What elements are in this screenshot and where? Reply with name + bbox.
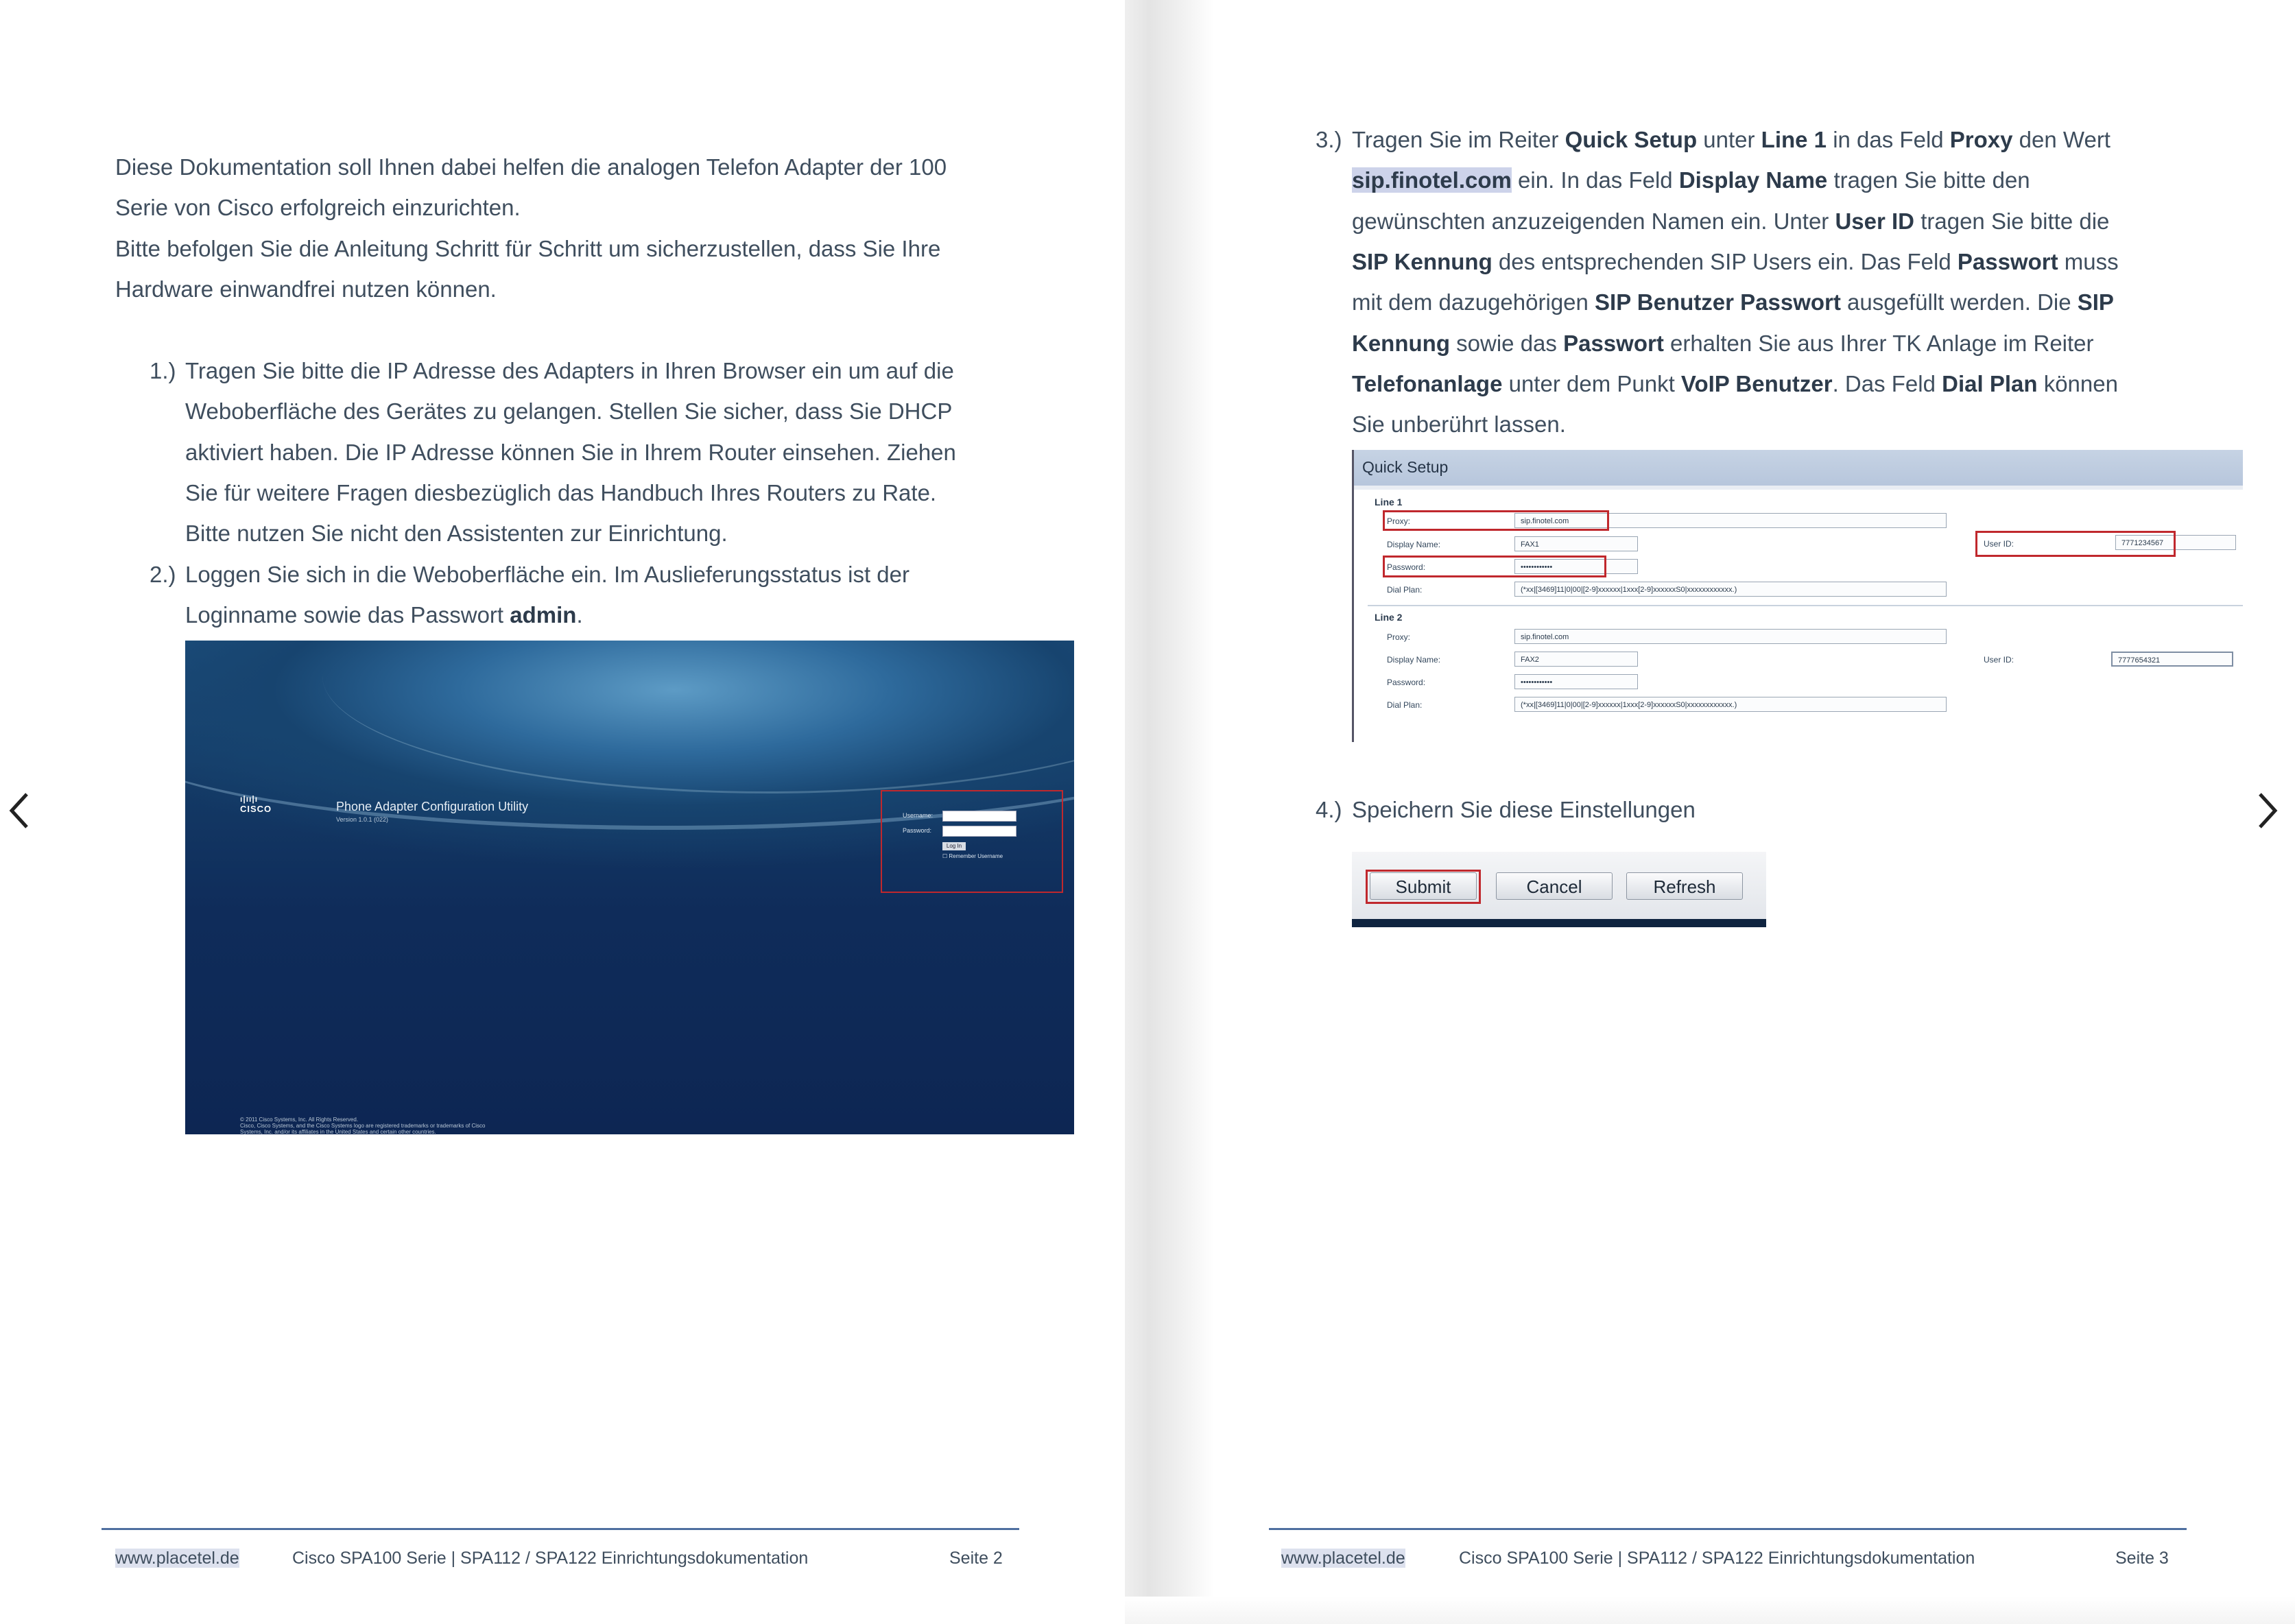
step-3-number: 3.) bbox=[1316, 127, 1342, 152]
line-1-password-label: Password: bbox=[1387, 562, 1426, 572]
line-1-dialplan-input[interactable]: (*xx|[3469]11|0|00|[2-9]xxxxxx|1xxx[2-9]xxxxxxS0|xxxxxxxxxxxx.) bbox=[1514, 582, 1947, 597]
s3l1-c: unter bbox=[1697, 127, 1761, 152]
line-2-proxy-input[interactable]: sip.finotel.com bbox=[1514, 629, 1947, 644]
line-2-dialplan-label: Dial Plan: bbox=[1387, 700, 1423, 710]
footer-page-number: Seite 2 bbox=[949, 1549, 1003, 1568]
step-1-line-1: Tragen Sie bitte die IP Adresse des Adapters in Ihren Browser ein um auf die bbox=[185, 358, 954, 383]
line-1-heading: Line 1 bbox=[1375, 497, 1403, 508]
s3l7-f: können bbox=[2037, 371, 2118, 396]
line-2-heading: Line 2 bbox=[1375, 612, 1403, 623]
quick-setup-subbar bbox=[1354, 486, 2243, 490]
userid-highlight bbox=[1975, 531, 2176, 557]
login-button[interactable]: Log In bbox=[942, 842, 966, 850]
password-highlight bbox=[1383, 556, 1606, 577]
buttons-screenshot bbox=[1352, 838, 1766, 927]
s3l3-a: gewünschten anzuzeigenden Namen ein. Unter bbox=[1352, 208, 1835, 234]
intro-line-3: Bitte befolgen Sie die Anleitung Schritt für Schritt um sicherzustellen, dass Sie Ihre bbox=[115, 236, 941, 261]
line-1-proxy-input[interactable]: sip.finotel.com bbox=[1514, 513, 1947, 528]
s3l3-b: User ID bbox=[1835, 208, 1915, 234]
step-1-line-2: Weboberfläche des Gerätes zu gelangen. Stellen Sie sicher, dass Sie DHCP bbox=[185, 398, 953, 424]
step-3-line-5 bbox=[1352, 282, 2114, 322]
line-2-display-label: Display Name: bbox=[1387, 655, 1441, 665]
s3l4-a: SIP Kennung bbox=[1352, 249, 1493, 274]
cisco-logo-text: CISCO bbox=[240, 804, 272, 814]
line-1-proxy-label: Proxy: bbox=[1387, 516, 1411, 526]
step-3-line-2 bbox=[1352, 160, 2030, 200]
s3l6-c: Passwort bbox=[1563, 331, 1664, 356]
quick-setup-header bbox=[1354, 450, 2243, 486]
s3l6-a: Kennung bbox=[1352, 331, 1450, 356]
s3l7-d: . Das Feld bbox=[1832, 371, 1942, 396]
footer-rule-right bbox=[1269, 1528, 2187, 1530]
line-1-userid-input[interactable]: 7771234567 bbox=[2115, 535, 2236, 550]
s3l1-f: Proxy bbox=[1949, 127, 2013, 152]
chevron-right-icon bbox=[2253, 790, 2281, 831]
intro-line-1: Diese Dokumentation soll Ihnen dabei helfen die analogen Telefon Adapter der 100 bbox=[115, 154, 947, 180]
cancel-button[interactable]: Cancel bbox=[1496, 872, 1613, 900]
step-2-admin: admin bbox=[510, 602, 577, 628]
s3l1-b: Quick Setup bbox=[1565, 127, 1698, 152]
line-2-display-input[interactable]: FAX2 bbox=[1514, 652, 1638, 667]
password-label: Password: bbox=[903, 827, 932, 834]
s3l3-c: tragen Sie bitte die bbox=[1914, 208, 2110, 234]
s3l7-c: VoIP Benutzer bbox=[1680, 371, 1833, 396]
s3l1-a: Tragen Sie im Reiter bbox=[1352, 127, 1565, 152]
s3l2-b: ein. In das Feld bbox=[1511, 167, 1679, 193]
s3l1-d: Line 1 bbox=[1761, 127, 1827, 152]
s3l6-b: sowie das bbox=[1449, 331, 1564, 356]
username-label: Username: bbox=[903, 812, 934, 819]
step-3-line-3 bbox=[1352, 201, 2109, 241]
buttons-top-strip bbox=[1352, 838, 1766, 852]
step-2-period: . bbox=[576, 602, 583, 628]
step-4-text: Speichern Sie diese Einstellungen bbox=[1352, 797, 1696, 822]
chevron-left-icon bbox=[6, 790, 34, 831]
next-page-button[interactable] bbox=[2250, 783, 2284, 838]
footer-link-right-text: www.placetel.de bbox=[1281, 1549, 1405, 1568]
step-1-number: 1.) bbox=[150, 358, 176, 383]
line-1-password-input[interactable]: •••••••••••• bbox=[1514, 559, 1638, 574]
step-2-number: 2.) bbox=[150, 562, 176, 587]
s3l2-c: Display Name bbox=[1678, 167, 1828, 193]
line-2-userid-label: User ID: bbox=[1984, 655, 2014, 665]
step-2-text: Loginname sowie das Passwort bbox=[185, 602, 510, 628]
step-3-line-6 bbox=[1352, 323, 2094, 363]
s3l6-d: erhalten Sie aus Ihrer TK Anlage im Reiter bbox=[1663, 331, 2094, 356]
line-1-dialplan-label: Dial Plan: bbox=[1387, 585, 1423, 595]
remember-username-label: Remember Username bbox=[949, 853, 1003, 859]
step-1-line-4: Sie für weitere Fragen diesbezüglich das Handbuch Ihres Routers zu Rate. bbox=[185, 480, 937, 505]
line-2-dialplan-input[interactable]: (*xx|[3469]11|0|00|[2-9]xxxxxx|1xxx[2-9]xxxxxxS0|xxxxxxxxxxxx.) bbox=[1514, 697, 1947, 712]
s3l4-d: muss bbox=[2058, 249, 2119, 274]
s3l2-proxy-value: sip.finotel.com bbox=[1352, 167, 1512, 193]
step-3-line-4 bbox=[1352, 241, 2119, 282]
s3l5-a: mit dem dazugehörigen bbox=[1352, 289, 1595, 315]
step-2-line-1: Loggen Sie sich in die Weboberfläche ein. Im Auslieferungsstatus ist der bbox=[185, 562, 909, 587]
intro-line-4: Hardware einwandfrei nutzen können. bbox=[115, 276, 497, 302]
s3l5-c: ausgefüllt werden. Die bbox=[1840, 289, 2078, 315]
copyright-line-1: © 2011 Cisco Systems, Inc. All Rights Reserved. bbox=[240, 1116, 359, 1123]
line-1-userid-label: User ID: bbox=[1984, 539, 2014, 549]
line-1-display-label: Display Name: bbox=[1387, 540, 1441, 549]
s3l5-b: SIP Benutzer Passwort bbox=[1595, 289, 1841, 315]
step-3-line-7 bbox=[1352, 363, 2118, 404]
remember-username-checkbox[interactable]: ☐ Remember Username bbox=[942, 853, 1003, 859]
s3l5-d: SIP bbox=[2077, 289, 2114, 315]
s3l1-g: den Wert bbox=[2012, 127, 2110, 152]
proxy-highlight bbox=[1383, 510, 1609, 531]
intro-line-2: Serie von Cisco erfolgreich einzurichten. bbox=[115, 195, 521, 220]
cisco-utility-title: Phone Adapter Configuration Utility bbox=[336, 800, 529, 813]
quick-setup-title: Quick Setup bbox=[1362, 458, 1449, 476]
s3l7-b: unter dem Punkt bbox=[1502, 371, 1681, 396]
line-2-password-label: Password: bbox=[1387, 678, 1426, 687]
s3l7-a: Telefonanlage bbox=[1352, 371, 1503, 396]
line-2-proxy-label: Proxy: bbox=[1387, 632, 1411, 642]
step-3-line-1 bbox=[1352, 119, 2110, 160]
footer-title: Cisco SPA100 Serie | SPA112 / SPA122 Einrichtungsdokumentation bbox=[292, 1549, 809, 1568]
quick-setup-screenshot bbox=[1352, 450, 2243, 742]
s3l1-e: in das Feld bbox=[1827, 127, 1950, 152]
copyright-line-3: Systems, Inc. and/or its affiliates in the United States and certain other countries. bbox=[240, 1129, 436, 1134]
footer-link-text: www.placetel.de bbox=[115, 1549, 239, 1568]
refresh-button[interactable]: Refresh bbox=[1626, 872, 1743, 900]
buttons-bottom-strip bbox=[1352, 919, 1766, 927]
step-1-line-3: aktiviert haben. Die IP Adresse können Sie in Ihrem Router einsehen. Ziehen bbox=[185, 440, 956, 465]
submit-highlight bbox=[1366, 870, 1481, 904]
line-2-userid-input[interactable]: 7777654321 bbox=[2111, 652, 2233, 667]
footer-page-number-right: Seite 3 bbox=[2115, 1549, 2169, 1568]
line-1-display-input[interactable]: FAX1 bbox=[1514, 536, 1638, 551]
s3l4-b: des entsprechenden SIP Users ein. Das Feld bbox=[1492, 249, 1958, 274]
previous-page-button[interactable] bbox=[3, 783, 37, 838]
cisco-logo-bars: ı|ıı|ı bbox=[240, 794, 259, 804]
s3l2-d: tragen Sie bitte den bbox=[1827, 167, 2030, 193]
submit-button[interactable]: Submit bbox=[1370, 872, 1477, 900]
step-4-number: 4.) bbox=[1316, 797, 1342, 822]
footer-link-right[interactable] bbox=[1281, 1549, 1405, 1568]
copyright-line-2: Cisco, Cisco Systems, and the Cisco Systems logo are registered trademarks or trademarks of Cisco bbox=[240, 1123, 486, 1129]
s3l4-c: Passwort bbox=[1957, 249, 2058, 274]
line-separator bbox=[1368, 605, 2243, 606]
line-2-password-input[interactable]: •••••••••••• bbox=[1514, 674, 1638, 689]
step-3-line-8: Sie unberührt lassen. bbox=[1352, 411, 1566, 437]
cisco-version: Version 1.0.1 (022) bbox=[336, 816, 389, 823]
step-1-line-5: Bitte nutzen Sie nicht den Assistenten zur Einrichtung. bbox=[185, 521, 728, 546]
footer-title-right: Cisco SPA100 Serie | SPA112 / SPA122 Einrichtungsdokumentation bbox=[1459, 1549, 1975, 1568]
s3l7-e: Dial Plan bbox=[1942, 371, 2038, 396]
